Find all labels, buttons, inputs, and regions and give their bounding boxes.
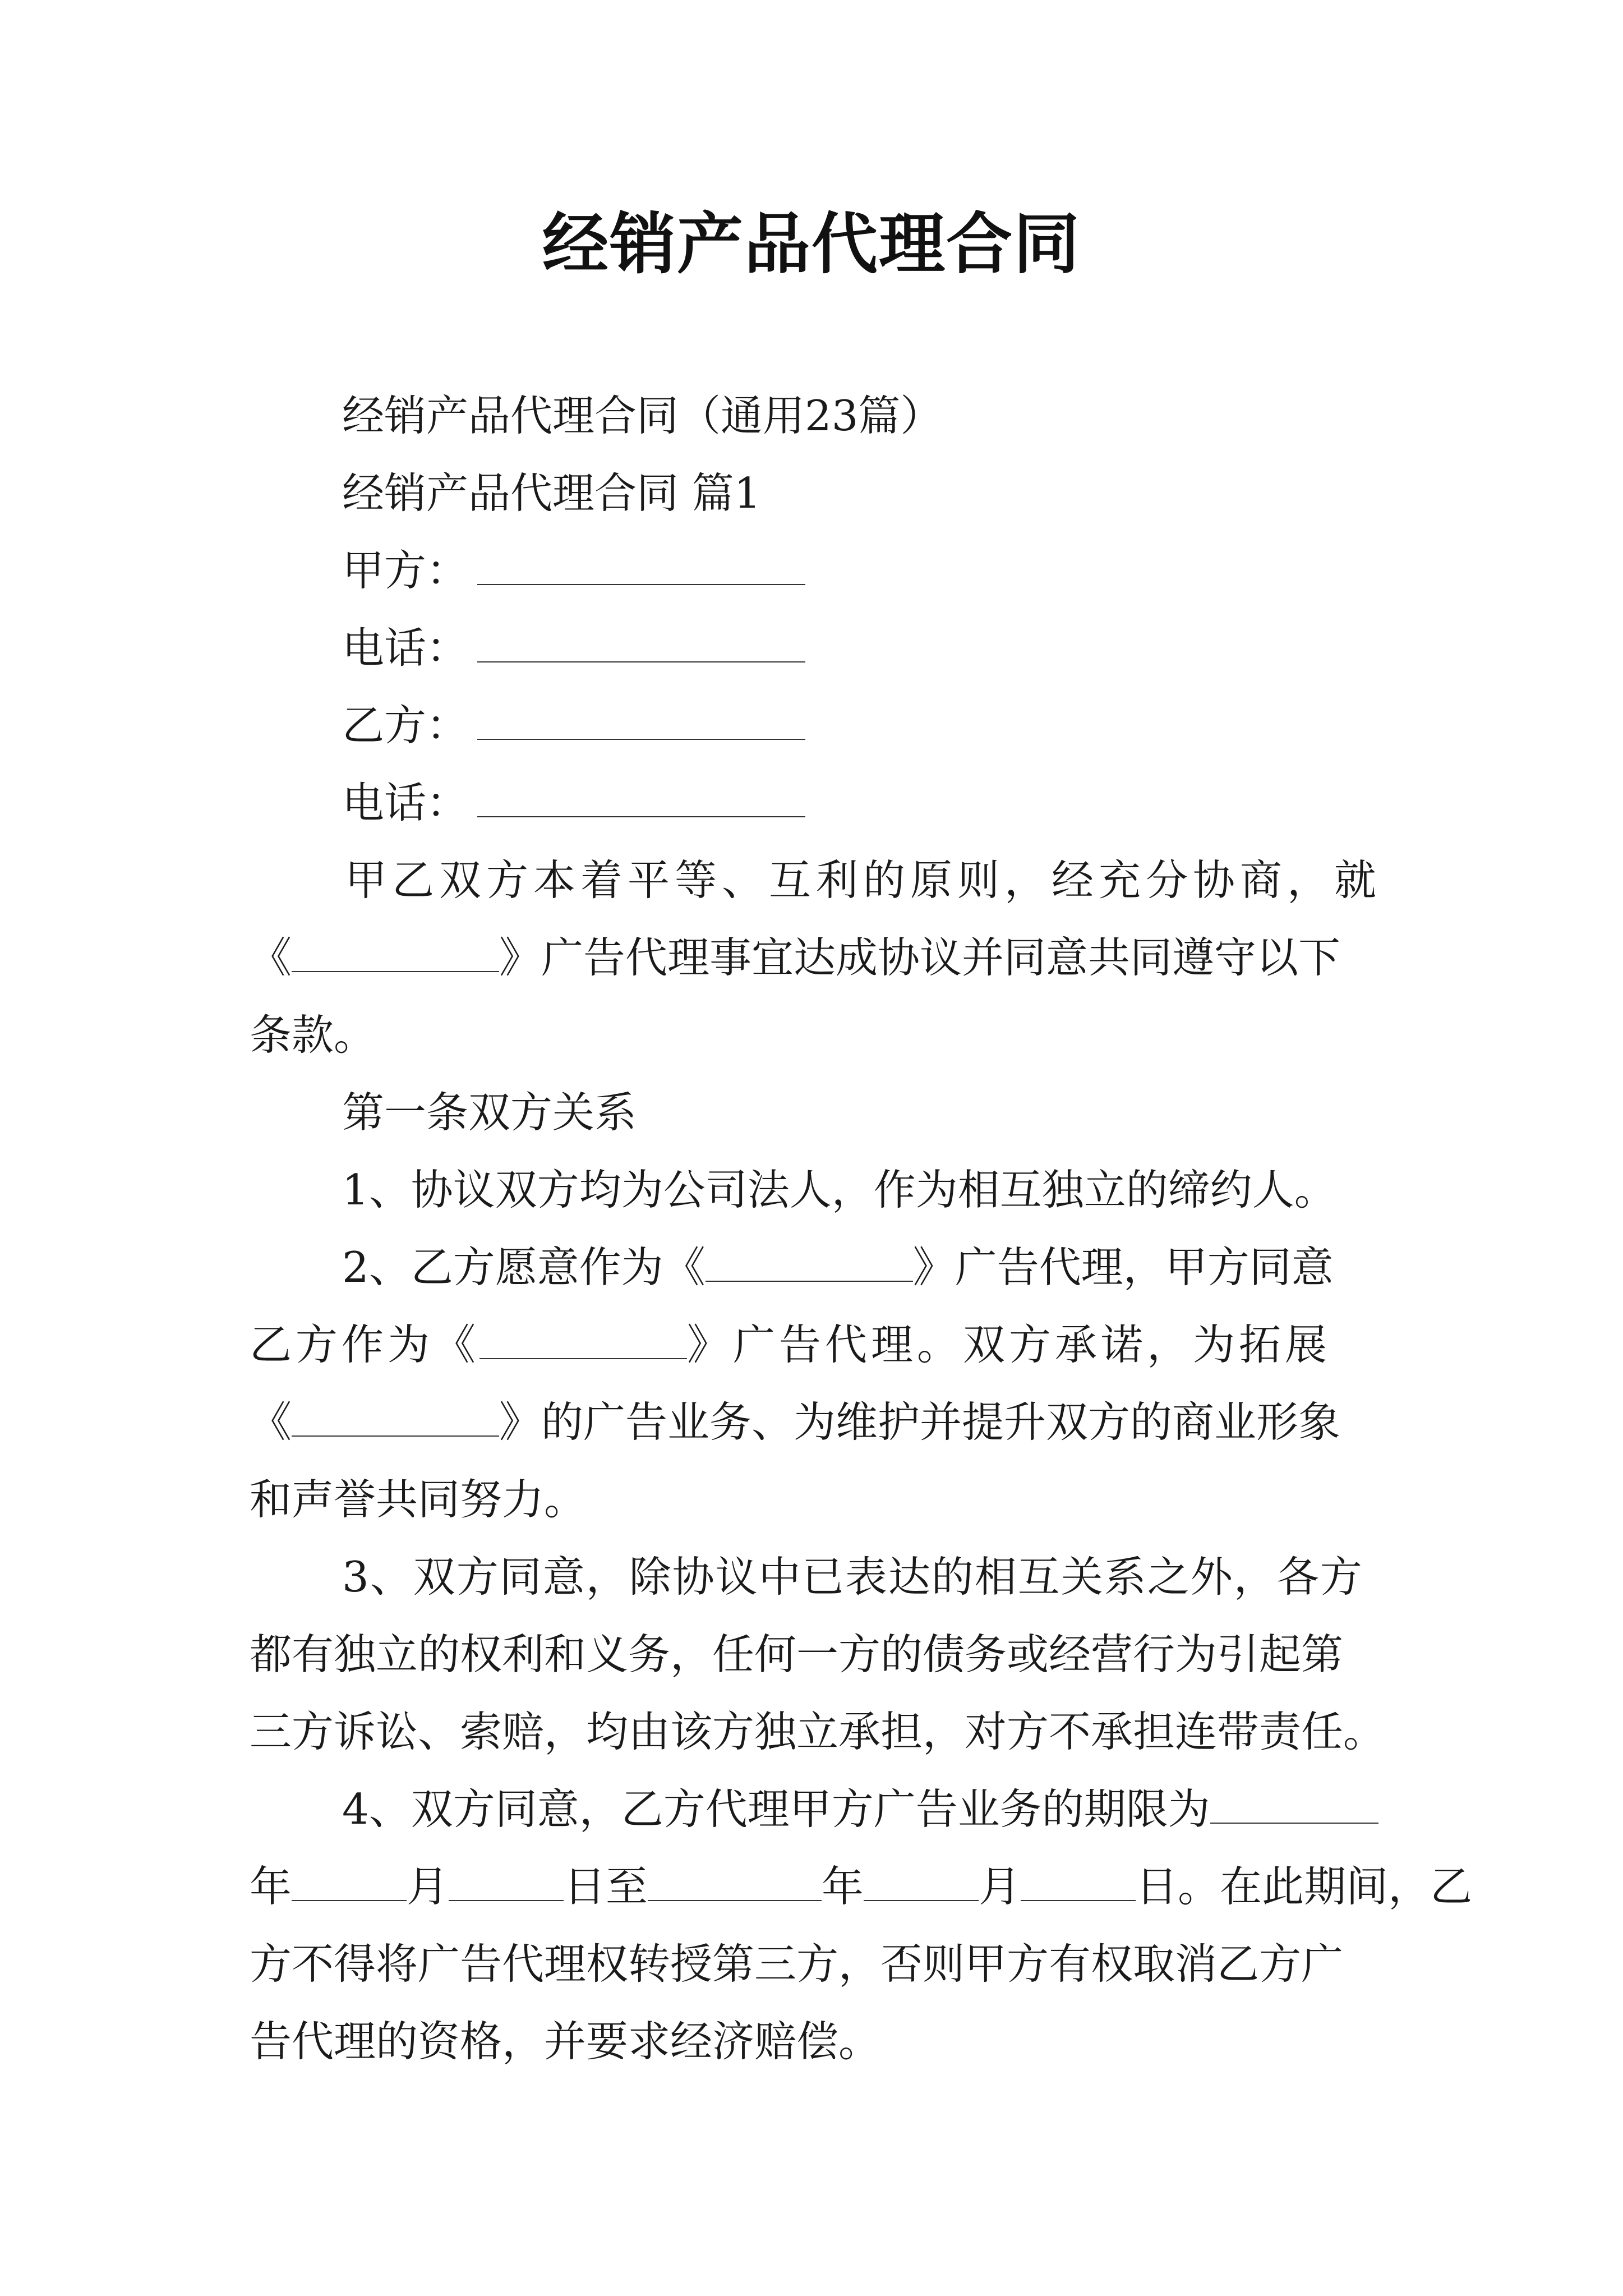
article-1-heading: 第一条双方关系 <box>342 1088 637 1137</box>
fill-blank <box>449 1865 564 1901</box>
fill-blank <box>477 627 805 662</box>
clause-4-line-3: 方不得将广告代理权转授第三方，否则甲方有权取消乙方广 <box>250 1939 1344 1989</box>
clause-3-line-2: 都有独立的权利和义务，任何一方的债务或经营行为引起第 <box>250 1630 1344 1679</box>
party-a-field <box>250 532 1382 609</box>
fill-blank <box>292 1401 499 1437</box>
document-body <box>250 377 1473 2080</box>
fill-blank <box>477 549 805 585</box>
fill-blank <box>1021 1865 1136 1901</box>
fill-blank <box>292 936 499 972</box>
fill-blank <box>864 1865 979 1901</box>
fill-blank <box>648 1865 822 1901</box>
clause-2-line-4: 和声誉共同努力。 <box>250 1475 587 1524</box>
fill-blank <box>477 781 805 817</box>
fill-blank <box>479 1323 687 1359</box>
party-b-field <box>250 687 1382 764</box>
clause-2-line-3: 《 》的广告业务、为维护并提升双方的商业形象 <box>250 1397 1341 1447</box>
clause-2-line-1: 2、乙方愿意作为《 》广告代理，甲方同意 <box>342 1243 1334 1292</box>
field-label: 电话： <box>342 623 469 673</box>
fill-blank <box>477 704 805 740</box>
field-label: 乙方： <box>342 701 469 750</box>
clause-1: 1、协议双方均为公司法人，作为相互独立的缔约人。 <box>342 1165 1336 1214</box>
clause-4-line-1: 4、双方同意，乙方代理甲方广告业务的期限为 <box>250 1770 1382 1848</box>
subtitle: 经销产品代理合同（通用23篇） <box>342 391 943 440</box>
section-heading: 经销产品代理合同 篇1 <box>342 468 761 518</box>
clause-3-line-1: 3、双方同意，除协议中已表达的相互关系之外，各方 <box>342 1552 1363 1602</box>
party-a-phone-field <box>250 609 1382 687</box>
intro-line-3: 条款。 <box>250 1010 376 1060</box>
party-b-phone-field <box>250 764 1382 841</box>
intro-line-2: 《 》广告代理事宜达成协议并同意共同遵守以下 <box>250 933 1341 982</box>
clause-4-line-2: 年 月 日至 年 月 日。在此期间，乙 <box>250 1862 1473 1911</box>
document-title: 经销产品代理合同 <box>542 205 1081 283</box>
fill-blank <box>292 1865 407 1901</box>
field-label: 电话： <box>342 778 469 827</box>
fill-blank <box>706 1246 913 1282</box>
field-label: 甲方： <box>342 546 469 595</box>
clause-4-line-4: 告代理的资格，并要求经济赔偿。 <box>250 2017 881 2066</box>
clause-2-line-2: 乙方作为《 》广告代理。双方承诺，为拓展 <box>250 1320 1331 1369</box>
clause-3-line-3: 三方诉讼、索赔，均由该方独立承担，对方不承担连带责任。 <box>250 1707 1386 1756</box>
intro-line-1: 甲乙双方本着平等、互利的原则，经充分协商，就 <box>345 855 1382 905</box>
fill-blank <box>1210 1788 1378 1824</box>
